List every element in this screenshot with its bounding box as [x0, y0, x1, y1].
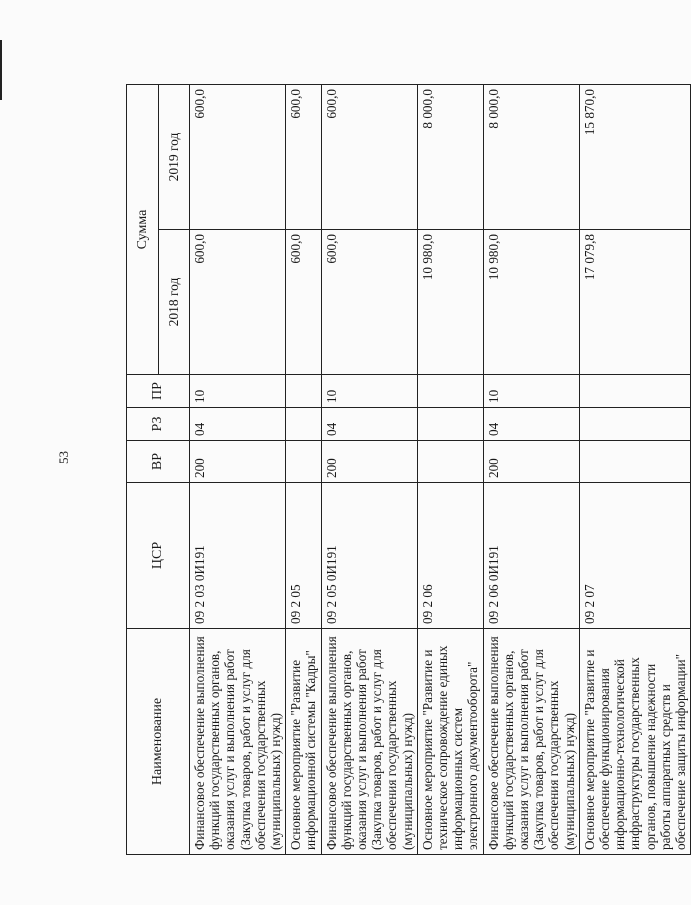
header-csr: ЦСР — [127, 483, 190, 629]
row-name: Финансовое обеспечение выполнения функций государственных органов, оказания услуг и выполнения работ (Закупка товаров, работ и услуг для обеспечения государственных (муниципальных) нужд) — [483, 629, 579, 855]
table-row — [483, 85, 579, 855]
row-rz — [417, 408, 483, 441]
row-vr: 200 — [190, 441, 286, 483]
row-2019: 600,0 — [321, 85, 417, 230]
budget-table — [126, 84, 691, 855]
row-vr — [417, 441, 483, 483]
row-2018: 600,0 — [286, 230, 321, 375]
page-edge-line — [0, 40, 2, 100]
row-vr — [286, 441, 321, 483]
header-name: Наименование — [127, 629, 190, 855]
header-vr: ВР — [127, 441, 190, 483]
row-name: Основное мероприятие "Развитие и техническое сопровождение единых информационных систем электронного документооборота" — [417, 629, 483, 855]
row-pr: 10 — [190, 375, 286, 408]
row-2018: 17 079,8 — [579, 230, 690, 375]
header-rz: РЗ — [127, 408, 190, 441]
row-2018: 10 980,0 — [417, 230, 483, 375]
row-name: Финансовое обеспечение выполнения функций государственных органов, оказания услуг и выполнения работ (Закупка товаров, работ и услуг для обеспечения государственных (муниципальных) нужд) — [321, 629, 417, 855]
header-2019: 2019 год — [159, 85, 190, 230]
table-row — [286, 85, 321, 855]
row-csr: 09 2 06 0И191 — [483, 483, 579, 629]
row-pr: 10 — [321, 375, 417, 408]
row-2019: 600,0 — [286, 85, 321, 230]
row-name: Основное мероприятие "Развитие и обеспечение функционирования информационно-технологической инфраструктуры государственных органов, повышение надежности работы аппаратных средств и обеспечение защиты информации" — [579, 629, 690, 855]
row-pr: 10 — [483, 375, 579, 408]
table-row — [321, 85, 417, 855]
row-name: Основное мероприятие "Развитие информационной системы "Кадры" — [286, 629, 321, 855]
row-rz — [286, 408, 321, 441]
row-vr: 200 — [321, 441, 417, 483]
row-2019: 8 000,0 — [483, 85, 579, 230]
table-row — [190, 85, 286, 855]
table-row — [417, 85, 483, 855]
row-name: Финансовое обеспечение выполнения функций государственных органов, оказания услуг и выполнения работ (Закупка товаров, работ и услуг для обеспечения государственных (муниципальных) нужд) — [190, 629, 286, 855]
row-csr: 09 2 03 0И191 — [190, 483, 286, 629]
row-2019: 8 000,0 — [417, 85, 483, 230]
row-pr — [286, 375, 321, 408]
row-rz: 04 — [483, 408, 579, 441]
row-csr: 09 2 05 — [286, 483, 321, 629]
row-2018: 10 980,0 — [483, 230, 579, 375]
row-rz: 04 — [190, 408, 286, 441]
header-2018: 2018 год — [159, 230, 190, 375]
table-row — [579, 85, 690, 855]
row-2019: 15 870,0 — [579, 85, 690, 230]
row-2019: 600,0 — [190, 85, 286, 230]
rotated-page — [126, 85, 689, 855]
row-csr: 09 2 05 0И191 — [321, 483, 417, 629]
row-vr: 200 — [483, 441, 579, 483]
header-sum: Сумма — [127, 85, 159, 375]
row-csr: 09 2 07 — [579, 483, 690, 629]
row-rz: 04 — [321, 408, 417, 441]
row-vr — [579, 441, 690, 483]
row-2018: 600,0 — [190, 230, 286, 375]
row-pr — [579, 375, 690, 408]
row-rz — [579, 408, 690, 441]
header-pr: ПР — [127, 375, 190, 408]
row-csr: 09 2 06 — [417, 483, 483, 629]
page-number: 53 — [56, 451, 71, 464]
row-2018: 600,0 — [321, 230, 417, 375]
row-pr — [417, 375, 483, 408]
